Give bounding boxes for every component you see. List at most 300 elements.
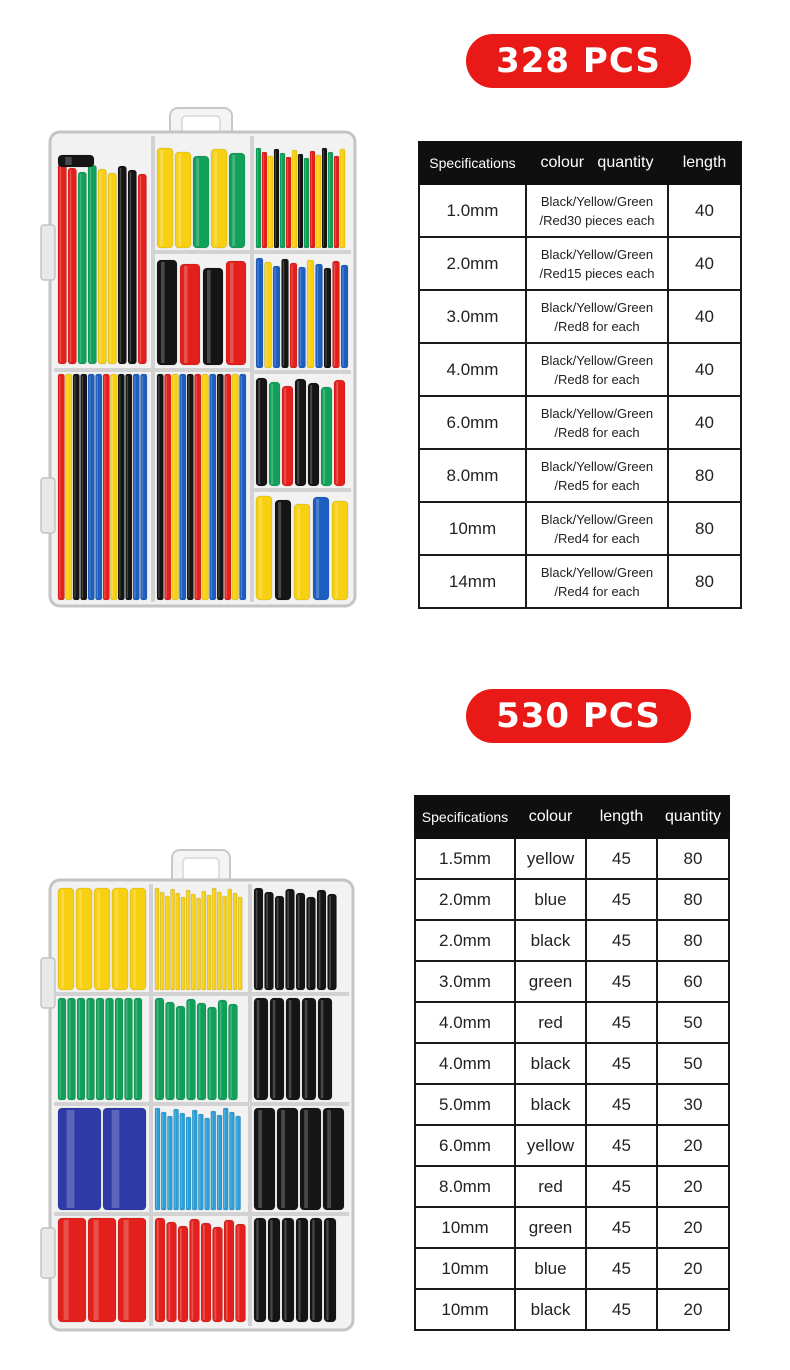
tube-highlight xyxy=(287,891,289,988)
tube-highlight xyxy=(321,1000,324,1098)
tube-highlight xyxy=(67,1110,75,1208)
length-cell: 45 xyxy=(586,1002,657,1043)
tube-shape xyxy=(334,380,345,486)
tube-highlight xyxy=(209,1009,211,1098)
spec-cell: 14mm xyxy=(419,555,526,608)
tube-shape xyxy=(73,374,80,600)
tube-highlight xyxy=(256,890,258,988)
tube-highlight xyxy=(258,1110,262,1208)
tube-shape xyxy=(307,260,314,368)
tube-shape xyxy=(322,148,327,248)
table-row xyxy=(415,1289,729,1330)
spec-cell: 6.0mm xyxy=(415,1125,515,1166)
tube-shape xyxy=(296,1218,308,1322)
tube-shape xyxy=(290,263,297,368)
tube-highlight xyxy=(220,1002,222,1098)
tube-shape xyxy=(333,261,340,368)
tube-shape xyxy=(286,889,295,990)
tube-shape xyxy=(180,1113,185,1210)
tube-shape xyxy=(58,1218,86,1322)
tube-shape xyxy=(167,1116,172,1210)
tube-highlight xyxy=(157,1220,159,1320)
tube-highlight xyxy=(156,1110,157,1208)
colour-line-2: /Red8 for each xyxy=(554,371,640,387)
tube-shape xyxy=(165,374,172,600)
tube-shape xyxy=(167,1222,177,1322)
tube-highlight xyxy=(234,895,235,988)
tube-shape xyxy=(307,897,316,990)
tube-highlight xyxy=(115,890,118,988)
colour-cell: blue xyxy=(515,879,586,920)
tube-highlight xyxy=(192,1221,194,1320)
tube-shape xyxy=(269,382,280,486)
colour-cell: black xyxy=(515,920,586,961)
tube-highlight xyxy=(298,1220,300,1320)
length-cell: 45 xyxy=(586,1248,657,1289)
tube-shape xyxy=(275,896,284,990)
spec-cell: 2.0mm xyxy=(415,879,515,920)
tube-highlight xyxy=(180,1228,182,1320)
tube-highlight xyxy=(79,1000,80,1098)
tube-highlight xyxy=(341,151,342,246)
tube-shape xyxy=(58,164,67,364)
tube-highlight xyxy=(166,898,167,988)
tube-shape xyxy=(308,383,319,486)
tube-highlight xyxy=(297,506,300,598)
tube-highlight xyxy=(70,170,72,362)
tube-highlight xyxy=(323,389,325,484)
spec-cell: 8.0mm xyxy=(419,449,526,502)
tube-highlight xyxy=(300,269,301,366)
length-cell: 40 xyxy=(668,184,741,237)
colour-line-2: /Red15 pieces each xyxy=(539,265,655,281)
colour-cell: red xyxy=(515,1166,586,1207)
colour-quantity-cell xyxy=(526,290,668,343)
tube-highlight xyxy=(275,151,276,246)
tube-shape xyxy=(197,898,201,990)
quantity-cell: 80 xyxy=(657,838,729,879)
tube-shape xyxy=(165,896,169,990)
tube-highlight xyxy=(215,1229,217,1320)
tube-shape xyxy=(133,374,140,600)
tube-shape xyxy=(58,374,65,600)
tube-shape xyxy=(138,174,147,364)
tube-shape xyxy=(203,268,223,365)
tube-shape xyxy=(176,1006,185,1100)
tube-shape xyxy=(180,374,187,600)
tube-highlight xyxy=(166,376,167,598)
tube-highlight xyxy=(232,155,235,246)
tube-highlight xyxy=(334,263,335,366)
tube-highlight xyxy=(226,1222,228,1320)
heat-shrink-box-530-image xyxy=(40,848,365,1338)
tube-shape xyxy=(88,165,97,364)
tube-shape xyxy=(94,888,110,990)
tube-shape xyxy=(58,998,66,1100)
tube-shape xyxy=(186,890,190,990)
tube-shape xyxy=(277,1108,298,1210)
tube-highlight xyxy=(184,266,188,363)
tube-highlight xyxy=(89,376,90,598)
tube-shape xyxy=(233,893,237,990)
tube-shape xyxy=(181,897,185,990)
tube-highlight xyxy=(171,891,172,988)
tube-shape xyxy=(280,153,285,248)
tube-shape xyxy=(217,374,224,600)
length-cell: 40 xyxy=(668,290,741,343)
length-cell: 45 xyxy=(586,920,657,961)
quantity-cell: 20 xyxy=(657,1125,729,1166)
tube-highlight xyxy=(98,1000,99,1098)
tube-shape xyxy=(265,892,274,990)
tube-shape xyxy=(187,374,194,600)
tube-shape xyxy=(88,1218,116,1322)
tube-shape xyxy=(171,889,175,990)
tube-shape xyxy=(318,998,332,1100)
tube-highlight xyxy=(157,1000,159,1098)
tube-highlight xyxy=(120,168,122,362)
colour-cell: yellow xyxy=(515,1125,586,1166)
tube-highlight xyxy=(65,157,71,165)
tube-highlight xyxy=(206,1120,207,1208)
tube-highlight xyxy=(319,892,321,988)
tube-highlight xyxy=(181,376,182,598)
tube-highlight xyxy=(327,1110,331,1208)
tube-shape xyxy=(217,892,221,990)
tube-shape xyxy=(208,1007,217,1100)
spec-cell: 3.0mm xyxy=(419,290,526,343)
tube-shape xyxy=(174,1109,179,1210)
tube-highlight xyxy=(130,172,132,362)
tube-highlight xyxy=(305,160,306,246)
tube-shape xyxy=(160,892,164,990)
quantity-cell: 60 xyxy=(657,961,729,1002)
tube-highlight xyxy=(64,1220,69,1320)
tube-shape xyxy=(118,374,125,600)
tube-highlight xyxy=(88,1000,89,1098)
quantity-cell: 80 xyxy=(657,879,729,920)
spec-cell: 10mm xyxy=(415,1248,515,1289)
tube-highlight xyxy=(317,157,318,246)
tube-shape xyxy=(198,1114,203,1210)
quantity-cell: 20 xyxy=(657,1166,729,1207)
length-cell: 45 xyxy=(586,1207,657,1248)
tube-highlight xyxy=(127,376,128,598)
colour-cell: black xyxy=(515,1289,586,1330)
tube-shape xyxy=(229,1004,238,1100)
colour-line-1: Black/Yellow/Green xyxy=(540,511,654,527)
table-row xyxy=(415,1043,729,1084)
tube-highlight xyxy=(158,376,159,598)
colour-quantity-cell xyxy=(526,502,668,555)
colour-line-1: Black/Yellow/Green xyxy=(540,193,654,209)
tube-highlight xyxy=(283,261,284,366)
tube-highlight xyxy=(169,1224,171,1320)
tube-highlight xyxy=(317,266,318,366)
length-cell: 45 xyxy=(586,1289,657,1330)
tube-highlight xyxy=(335,503,338,598)
tube-shape xyxy=(328,152,333,248)
tube-highlight xyxy=(140,176,142,362)
colour-line-1: Black/Yellow/Green xyxy=(540,299,654,315)
tube-highlight xyxy=(187,1119,188,1208)
length-cell: 40 xyxy=(668,343,741,396)
tube-shape xyxy=(236,1116,241,1210)
table-row xyxy=(415,1125,729,1166)
tube-highlight xyxy=(161,262,165,363)
tube-highlight xyxy=(278,502,281,598)
tube-highlight xyxy=(188,1001,190,1098)
specs-table-328 xyxy=(418,141,742,609)
tube-shape xyxy=(223,896,227,990)
colour-quantity-cell xyxy=(526,184,668,237)
tube-highlight xyxy=(293,152,294,246)
tube-highlight xyxy=(79,890,82,988)
tube-highlight xyxy=(59,376,60,598)
tube-shape xyxy=(317,890,326,990)
tube-highlight xyxy=(335,158,336,246)
tube-shape xyxy=(292,150,297,248)
tube-shape xyxy=(155,888,159,990)
tube-highlight xyxy=(297,381,299,484)
tube-highlight xyxy=(97,376,98,598)
tube-shape xyxy=(195,374,202,600)
tube-shape xyxy=(316,155,321,248)
tube-shape xyxy=(313,497,329,600)
tube-shape xyxy=(268,1218,280,1322)
spec-cell: 2.0mm xyxy=(419,237,526,290)
table-row xyxy=(415,1166,729,1207)
tube-shape xyxy=(334,156,339,248)
tube-shape xyxy=(103,1108,146,1210)
tube-shape xyxy=(98,169,107,364)
tube-highlight xyxy=(305,1000,308,1098)
tube-highlight xyxy=(311,153,312,246)
table-row xyxy=(419,502,741,555)
spec-cell: 1.5mm xyxy=(415,838,515,879)
tube-highlight xyxy=(238,1226,240,1320)
tube-highlight xyxy=(233,376,234,598)
quantity-cell: 30 xyxy=(657,1084,729,1125)
tube-shape xyxy=(211,1111,216,1210)
tube-highlight xyxy=(256,1220,258,1320)
length-cell: 45 xyxy=(586,1125,657,1166)
tube-highlight xyxy=(110,175,112,362)
table-row xyxy=(415,961,729,1002)
tube-shape xyxy=(212,888,216,990)
tube-shape xyxy=(256,378,267,486)
tube-shape xyxy=(68,168,77,364)
tube-highlight xyxy=(203,1225,205,1320)
tube-highlight xyxy=(308,899,310,988)
tube-highlight xyxy=(237,1118,238,1208)
tube-highlight xyxy=(214,151,217,246)
tube-shape xyxy=(286,157,291,248)
colour-line-2: /Red30 pieces each xyxy=(539,212,655,228)
table-row xyxy=(415,1084,729,1125)
colour-line-2: /Red8 for each xyxy=(554,318,640,334)
colour-line-2: /Red4 for each xyxy=(554,530,640,546)
tube-highlight xyxy=(181,1115,182,1208)
pcs-badge-328: 328 PCS xyxy=(466,34,691,88)
tube-highlight xyxy=(218,894,219,988)
tube-highlight xyxy=(213,890,214,988)
tube-highlight xyxy=(203,376,204,598)
tube-shape xyxy=(254,888,263,990)
tube-highlight xyxy=(199,1005,201,1098)
tube-highlight xyxy=(258,380,260,484)
tube-highlight xyxy=(284,1220,286,1320)
tube-highlight xyxy=(218,376,219,598)
tube-shape xyxy=(103,374,110,600)
tube-shape xyxy=(274,149,279,248)
quantity-cell: 20 xyxy=(657,1248,729,1289)
tube-shape xyxy=(262,152,267,248)
tube-shape xyxy=(176,893,180,990)
tube-shape xyxy=(180,264,200,365)
table-row xyxy=(419,555,741,608)
length-cell: 40 xyxy=(668,237,741,290)
header-colour-quantity: colour quantity xyxy=(526,142,668,184)
colour-quantity-cell xyxy=(526,555,668,608)
tube-shape xyxy=(112,888,128,990)
colour-line-1: Black/Yellow/Green xyxy=(540,405,654,421)
length-cell: 45 xyxy=(586,838,657,879)
tube-shape xyxy=(207,895,211,990)
tube-shape xyxy=(211,149,227,248)
tube-shape xyxy=(286,998,300,1100)
tube-shape xyxy=(223,1108,228,1210)
tube-highlight xyxy=(304,1110,308,1208)
tube-highlight xyxy=(270,1220,272,1320)
tube-shape xyxy=(178,1226,188,1322)
spec-cell: 10mm xyxy=(419,502,526,555)
tube-shape xyxy=(226,261,246,365)
tube-highlight xyxy=(266,894,268,988)
tube-shape xyxy=(197,1003,206,1100)
spec-cell: 4.0mm xyxy=(415,1043,515,1084)
tube-highlight xyxy=(160,150,163,246)
tube-shape xyxy=(191,894,195,990)
tube-shape xyxy=(224,1220,234,1322)
header-length: length xyxy=(586,796,657,838)
tube-shape xyxy=(295,379,306,486)
tube-shape xyxy=(157,148,173,248)
header-quantity: quantity xyxy=(657,796,729,838)
tube-highlight xyxy=(119,376,120,598)
tube-shape xyxy=(332,501,348,600)
table-row xyxy=(415,1002,729,1043)
tube-shape xyxy=(157,374,164,600)
tube-shape xyxy=(217,1115,222,1210)
quantity-cell: 20 xyxy=(657,1207,729,1248)
tube-shape xyxy=(58,1108,101,1210)
tube-shape xyxy=(282,1218,294,1322)
tube-highlight xyxy=(241,376,242,598)
tube-highlight xyxy=(112,1110,120,1208)
tube-highlight xyxy=(199,1116,200,1208)
colour-cell: green xyxy=(515,961,586,1002)
tube-shape xyxy=(78,172,87,364)
tube-highlight xyxy=(142,376,143,598)
tube-highlight xyxy=(287,159,288,246)
tube-highlight xyxy=(326,1220,328,1320)
tube-shape xyxy=(302,998,316,1100)
tube-highlight xyxy=(67,376,68,598)
length-cell: 80 xyxy=(668,502,741,555)
tube-shape xyxy=(238,897,242,990)
tube-highlight xyxy=(182,899,183,988)
tube-highlight xyxy=(80,174,82,362)
tube-highlight xyxy=(193,1112,194,1208)
tube-highlight xyxy=(196,376,197,598)
tube-highlight xyxy=(60,1000,61,1098)
length-cell: 45 xyxy=(586,1084,657,1125)
tube-highlight xyxy=(107,1000,108,1098)
colour-cell: green xyxy=(515,1207,586,1248)
header-length: length xyxy=(668,142,741,184)
quantity-cell: 20 xyxy=(657,1289,729,1330)
table-row xyxy=(415,1207,729,1248)
tube-highlight xyxy=(298,895,300,988)
tube-shape xyxy=(213,1227,223,1322)
tube-highlight xyxy=(136,1000,137,1098)
tube-shape xyxy=(175,152,191,248)
colour-cell: blue xyxy=(515,1248,586,1289)
tube-highlight xyxy=(273,1000,276,1098)
tube-highlight xyxy=(196,158,199,246)
tube-highlight xyxy=(133,890,136,988)
length-cell: 80 xyxy=(668,449,741,502)
tube-highlight xyxy=(310,385,312,484)
length-cell: 45 xyxy=(586,1043,657,1084)
tube-shape xyxy=(155,1108,160,1210)
table-row xyxy=(419,343,741,396)
tube-shape xyxy=(324,268,331,368)
tube-shape xyxy=(81,374,88,600)
tube-shape xyxy=(254,998,268,1100)
tube-highlight xyxy=(117,1000,118,1098)
tube-shape xyxy=(268,156,273,248)
tube-shape xyxy=(161,1112,166,1210)
tube-highlight xyxy=(162,1114,163,1208)
tube-shape xyxy=(218,1000,227,1100)
tube-highlight xyxy=(325,270,326,366)
tube-shape xyxy=(341,265,348,368)
tube-shape xyxy=(300,1108,321,1210)
tube-shape xyxy=(256,148,261,248)
tube-highlight xyxy=(156,890,157,988)
tube-highlight xyxy=(208,897,209,988)
tube-shape xyxy=(240,374,247,600)
header-specifications: Specifications xyxy=(415,796,515,838)
tube-shape xyxy=(130,888,146,990)
heat-shrink-box-328-image xyxy=(40,100,370,615)
tube-highlight xyxy=(259,498,262,598)
spec-cell: 5.0mm xyxy=(415,1084,515,1125)
tube-highlight xyxy=(299,156,300,246)
tube-shape xyxy=(328,894,337,990)
tube-highlight xyxy=(82,376,83,598)
tube-shape xyxy=(58,155,94,167)
pcs-badge-530: 530 PCS xyxy=(466,689,691,743)
tube-highlight xyxy=(229,891,230,988)
tube-highlight xyxy=(126,1000,127,1098)
tube-shape xyxy=(88,374,95,600)
colour-line-2: /Red5 for each xyxy=(554,477,640,493)
table-row xyxy=(415,879,729,920)
tube-shape xyxy=(108,173,117,364)
